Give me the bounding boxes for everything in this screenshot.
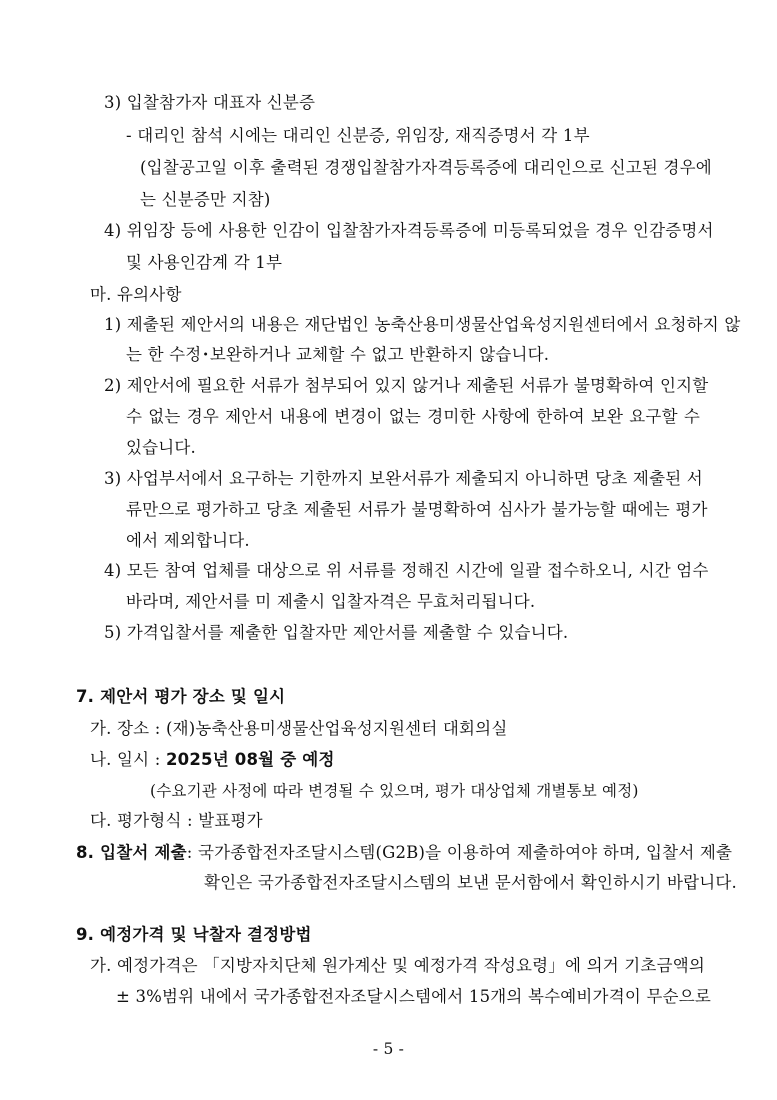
notice-3-line-1: 3) 사업부서에서 요구하는 기한까지 보완서류가 제출되지 아니하면 당초 제출된 서 xyxy=(104,469,703,488)
item-3-bidder-id: 3) 입찰참가자 대표자 신분증 xyxy=(104,93,316,112)
notice-3-line-2: 류만으로 평가하고 당초 제출된 서류가 불명확하여 심사가 불가능할 때에는 평가 xyxy=(126,500,708,519)
proxy-note-line-1: (입찰공고일 이후 출력된 경쟁입찰참가자격등록증에 대리인으로 신고된 경우에 xyxy=(140,158,712,177)
section-9-ga-line-1: 가. 예정가격은 「지방자치단체 원가계산 및 예정가격 작성요령」에 의거 기초금액의 xyxy=(90,956,705,975)
evaluation-location: 가. 장소 : (재)농축산용미생물산업육성지원센터 대회의실 xyxy=(90,719,508,738)
section-ma-heading: 마. 유의사항 xyxy=(90,285,182,304)
evaluation-date-value: 2025년 08월 중 예정 xyxy=(165,750,335,769)
evaluation-date-note: (수요기관 사정에 따라 변경될 수 있으며, 평가 대상업체 개별통보 예정) xyxy=(150,782,639,800)
notice-4-line-1: 4) 모든 참여 업체를 대상으로 위 서류를 정해진 시간에 일괄 접수하오니, 시간 엄수 xyxy=(104,561,709,580)
notice-2-line-3: 있습니다. xyxy=(126,438,197,457)
item-4-seal-line-2: 및 사용인감계 각 1부 xyxy=(126,253,283,272)
notice-2-line-2: 수 없는 경우 제안서 내용에 변경이 없는 경미한 사항에 한하여 보완 요구할 수 xyxy=(126,407,700,426)
notice-4-line-2: 바라며, 제안서를 미 제출시 입찰자격은 무효처리됩니다. xyxy=(126,592,536,611)
item-4-seal-line-1: 4) 위임장 등에 사용한 인감이 입찰참가자격등록증에 미등록되었을 경우 인감증명서 xyxy=(104,221,714,240)
section-9-heading: 9. 예정가격 및 낙찰자 결정방법 xyxy=(76,925,312,944)
page-number: - 5 - xyxy=(372,1040,405,1058)
notice-5-line: 5) 가격입찰서를 제출한 입찰자만 제안서를 제출할 수 있습니다. xyxy=(104,623,569,642)
notice-2-line-1: 2) 제안서에 필요한 서류가 첨부되어 있지 않거나 제출된 서류가 불명확하여 인지할 xyxy=(104,376,709,395)
section-8-heading: 8. 입찰서 제출 xyxy=(76,843,187,862)
notice-1-line-1: 1) 제출된 제안서의 내용은 재단법인 농축산용미생물산업육성지원센터에서 요청하지 않 xyxy=(104,315,741,334)
section-9-ga-line-2: ± 3%범위 내에서 국가종합전자조달시스템에서 15개의 복수예비가격이 무순으로 xyxy=(116,987,711,1006)
section-8-text: : 국가종합전자조달시스템(G2B)을 이용하여 제출하여야 하며, 입찰서 제출 xyxy=(186,843,733,862)
notice-1-line-2: 는 한 수정･보완하거나 교체할 수 없고 반환하지 않습니다. xyxy=(126,345,550,364)
proxy-note-line-2: 는 신분증만 지참) xyxy=(140,190,271,209)
evaluation-date xyxy=(90,749,335,771)
section-8-line-1 xyxy=(76,842,733,864)
evaluation-date-label: 나. 일시 : xyxy=(90,750,166,769)
notice-3-line-3: 에서 제외합니다. xyxy=(126,531,250,550)
evaluation-format: 다. 평가형식 : 발표평가 xyxy=(90,811,263,830)
section-7-heading: 7. 제안서 평가 장소 및 일시 xyxy=(76,687,286,706)
section-8-line-2: 확인은 국가종합전자조달시스템의 보낸 문서함에서 확인하시기 바랍니다. xyxy=(204,873,737,892)
proxy-documents-line: - 대리인 참석 시에는 대리인 신분증, 위임장, 재직증명서 각 1부 xyxy=(126,126,590,145)
